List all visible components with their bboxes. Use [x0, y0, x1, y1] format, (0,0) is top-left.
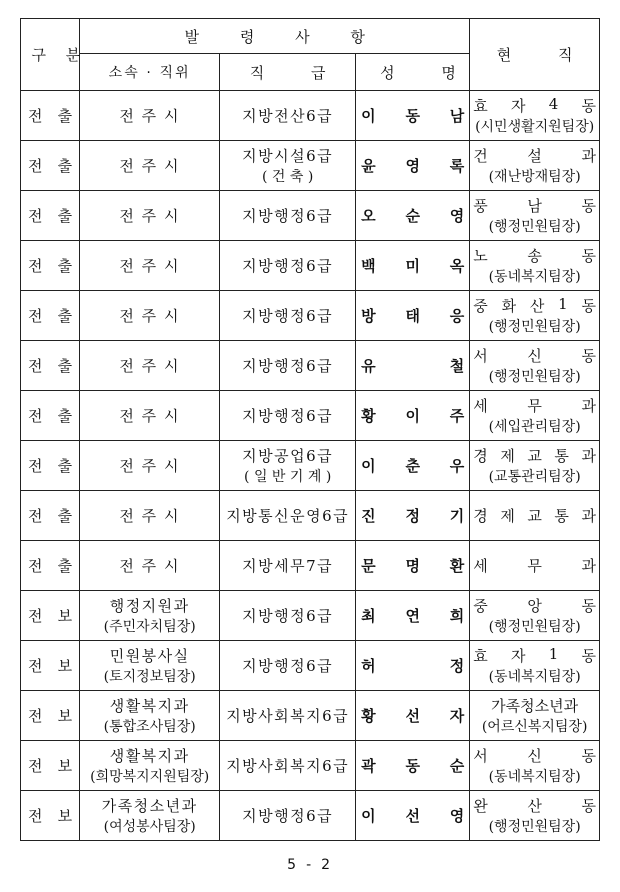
grade-cell [220, 191, 356, 241]
grade-text: 지방행정6급 [242, 257, 334, 275]
name-cell [356, 791, 470, 841]
unit-text: 가족청소년과 [101, 797, 198, 815]
current-position-text: 노 송 동 [473, 247, 596, 265]
person-name: 이 춘 우 [361, 457, 465, 475]
name-cell [356, 491, 470, 541]
current-position-cell [470, 291, 600, 341]
unit-text: 전 주 시 [119, 557, 180, 575]
current-position-text: 세 무 과 [473, 557, 596, 575]
unit-subtext: (토지정보팀장) [103, 669, 196, 685]
current-position-cell [470, 391, 600, 441]
unit-cell [80, 341, 220, 391]
category-cell [21, 341, 80, 391]
current-position-text: 세 무 과 [473, 397, 596, 415]
current-position-cell [470, 641, 600, 691]
current-position-subtext: (행정민원팀장) [488, 819, 581, 835]
unit-text: 전 주 시 [119, 107, 180, 125]
unit-cell [80, 691, 220, 741]
grade-cell [220, 541, 356, 591]
unit-text: 생활복지과 [109, 697, 190, 715]
header-unit-position: 소속 · 직위 [80, 54, 220, 91]
person-name: 허 정 [361, 657, 465, 675]
category-cell [21, 241, 80, 291]
unit-subtext: (주민자치팀장) [103, 619, 196, 635]
grade-text: 지방전산6급 [242, 107, 334, 125]
category-cell [21, 141, 80, 191]
person-name: 오 순 영 [361, 207, 465, 225]
header-current-position: 현 직 [470, 19, 600, 91]
person-name: 문 명 환 [361, 557, 465, 575]
unit-cell [80, 391, 220, 441]
unit-text: 전 주 시 [119, 257, 180, 275]
grade-cell [220, 791, 356, 841]
grade-text: 지방행정6급 [242, 357, 334, 375]
grade-text: 지방행정6급 [242, 207, 334, 225]
grade-cell [220, 491, 356, 541]
grade-subtext: ( 건 축 ) [262, 169, 314, 185]
table-row [21, 791, 600, 841]
category-text: 전 보 [28, 757, 73, 775]
unit-text: 행정지원과 [109, 597, 190, 615]
unit-subtext: (희망복지지원팀장) [90, 769, 210, 785]
category-text: 전 출 [28, 307, 73, 325]
grade-cell [220, 741, 356, 791]
grade-cell [220, 241, 356, 291]
grade-text: 지방행정6급 [242, 607, 334, 625]
current-position-text: 풍 남 동 [473, 197, 596, 215]
table-row [21, 291, 600, 341]
current-position-subtext: (재난방재팀장) [488, 169, 581, 185]
current-position-cell [470, 691, 600, 741]
name-cell [356, 141, 470, 191]
person-name: 백 미 옥 [361, 257, 465, 275]
category-text: 전 출 [28, 107, 73, 125]
category-cell [21, 741, 80, 791]
current-position-text: 효 자 4 동 [473, 95, 596, 115]
unit-cell [80, 791, 220, 841]
table-row [21, 391, 600, 441]
category-text: 전 보 [28, 657, 73, 675]
current-position-cell [470, 541, 600, 591]
category-text: 전 출 [28, 207, 73, 225]
unit-cell [80, 741, 220, 791]
unit-text: 전 주 시 [119, 507, 180, 525]
unit-text: 전 주 시 [119, 357, 180, 375]
current-position-cell [470, 341, 600, 391]
category-text: 전 출 [28, 507, 73, 525]
unit-cell [80, 641, 220, 691]
current-position-cell [470, 191, 600, 241]
current-position-text: 경 제 교 통 과 [473, 447, 596, 465]
current-position-cell [470, 791, 600, 841]
grade-text: 지방행정6급 [242, 307, 334, 325]
grade-cell [220, 341, 356, 391]
person-name: 곽 동 순 [361, 757, 465, 775]
unit-cell [80, 141, 220, 191]
header-name: 성 명 [356, 54, 470, 91]
table-row [21, 441, 600, 491]
unit-text: 전 주 시 [119, 457, 180, 475]
name-cell [356, 241, 470, 291]
grade-text: 지방시설6급 [242, 147, 334, 165]
unit-subtext: (여성봉사팀장) [103, 819, 196, 835]
unit-cell [80, 91, 220, 141]
grade-cell [220, 441, 356, 491]
grade-text: 지방공업6급 [242, 447, 334, 465]
unit-text: 전 주 시 [119, 407, 180, 425]
name-cell [356, 591, 470, 641]
unit-cell [80, 491, 220, 541]
current-position-cell [470, 91, 600, 141]
category-text: 전 출 [28, 457, 73, 475]
header-grade: 직 급 [220, 54, 356, 91]
person-name: 최 연 희 [361, 607, 465, 625]
name-cell [356, 291, 470, 341]
current-position-cell [470, 441, 600, 491]
current-position-subtext: (교통관리팀장) [488, 469, 581, 485]
category-cell [21, 791, 80, 841]
category-cell [21, 541, 80, 591]
current-position-subtext: (시민생활지원팀장) [475, 119, 595, 135]
grade-cell [220, 291, 356, 341]
current-position-text: 서 신 동 [473, 347, 596, 365]
grade-text: 지방행정6급 [242, 807, 334, 825]
person-name: 황 이 주 [361, 407, 465, 425]
header-category: 구 분 [21, 19, 80, 91]
category-cell [21, 491, 80, 541]
current-position-text: 경 제 교 통 과 [473, 507, 596, 525]
category-text: 전 보 [28, 607, 73, 625]
table-row [21, 541, 600, 591]
current-position-text: 가족청소년과 [491, 697, 579, 715]
current-position-subtext: (행정민원팀장) [488, 619, 581, 635]
grade-subtext: ( 일 반 기 계 ) [244, 469, 332, 485]
category-text: 전 보 [28, 807, 73, 825]
page-number: 5 - 2 [287, 857, 333, 873]
current-position-text: 서 신 동 [473, 747, 596, 765]
current-position-text: 효 자 1 동 [473, 645, 596, 665]
unit-text: 민원봉사실 [109, 647, 190, 665]
name-cell [356, 91, 470, 141]
current-position-cell [470, 491, 600, 541]
grade-text: 지방세무7급 [242, 557, 334, 575]
category-text: 전 출 [28, 407, 73, 425]
table-row [21, 241, 600, 291]
category-cell [21, 91, 80, 141]
unit-cell [80, 541, 220, 591]
category-cell [21, 191, 80, 241]
category-text: 전 출 [28, 357, 73, 375]
name-cell [356, 641, 470, 691]
current-position-text: 건 설 과 [473, 147, 596, 165]
table-row [21, 141, 600, 191]
table-row [21, 191, 600, 241]
grade-text: 지방사회복지6급 [226, 707, 350, 725]
grade-cell [220, 91, 356, 141]
current-position-cell [470, 141, 600, 191]
current-position-subtext: (동네복지팀장) [488, 769, 581, 785]
name-cell [356, 391, 470, 441]
current-position-text: 중 화 산 1 동 [473, 295, 596, 315]
person-name: 방 태 응 [361, 307, 465, 325]
current-position-subtext: (행정민원팀장) [488, 319, 581, 335]
grade-cell [220, 641, 356, 691]
current-position-cell [470, 741, 600, 791]
name-cell [356, 691, 470, 741]
unit-text: 생활복지과 [109, 747, 190, 765]
grade-text: 지방사회복지6급 [226, 757, 350, 775]
name-cell [356, 541, 470, 591]
category-cell [21, 591, 80, 641]
category-text: 전 출 [28, 257, 73, 275]
table-row [21, 741, 600, 791]
name-cell [356, 441, 470, 491]
unit-text: 전 주 시 [119, 157, 180, 175]
category-cell [21, 291, 80, 341]
current-position-text: 중 앙 동 [473, 597, 596, 615]
person-name: 유 철 [361, 357, 465, 375]
table-row [21, 691, 600, 741]
name-cell [356, 741, 470, 791]
category-cell [21, 641, 80, 691]
grade-cell [220, 391, 356, 441]
unit-cell [80, 241, 220, 291]
grade-text: 지방행정6급 [242, 657, 334, 675]
header-order-section: 발 령 사 항 [80, 19, 470, 54]
current-position-cell [470, 591, 600, 641]
unit-text: 전 주 시 [119, 207, 180, 225]
name-cell [356, 191, 470, 241]
category-text: 전 출 [28, 557, 73, 575]
current-position-cell [470, 241, 600, 291]
current-position-subtext: (동네복지팀장) [488, 669, 581, 685]
category-cell [21, 441, 80, 491]
category-text: 전 보 [28, 707, 73, 725]
person-name: 윤 영 록 [361, 157, 465, 175]
category-cell [21, 391, 80, 441]
current-position-subtext: (동네복지팀장) [488, 269, 581, 285]
category-text: 전 출 [28, 157, 73, 175]
grade-cell [220, 691, 356, 741]
table-row [21, 641, 600, 691]
current-position-text: 완 산 동 [473, 797, 596, 815]
grade-text: 지방통신운영6급 [226, 507, 350, 525]
table-row [21, 341, 600, 391]
table-row [21, 91, 600, 141]
unit-subtext: (통합조사팀장) [103, 719, 196, 735]
grade-cell [220, 141, 356, 191]
person-name: 황 선 자 [361, 707, 465, 725]
name-cell [356, 341, 470, 391]
current-position-subtext: (어르신복지팀장) [481, 719, 588, 735]
unit-cell [80, 291, 220, 341]
grade-text: 지방행정6급 [242, 407, 334, 425]
unit-cell [80, 441, 220, 491]
grade-cell [220, 591, 356, 641]
table-body [21, 91, 600, 841]
current-position-subtext: (세입관리팀장) [488, 419, 581, 435]
unit-text: 전 주 시 [119, 307, 180, 325]
category-cell [21, 691, 80, 741]
personnel-order-table [20, 18, 600, 841]
person-name: 진 정 기 [361, 507, 465, 525]
current-position-subtext: (행정민원팀장) [488, 369, 581, 385]
person-name: 이 동 남 [361, 107, 465, 125]
unit-cell [80, 591, 220, 641]
table-row [21, 591, 600, 641]
person-name: 이 선 영 [361, 807, 465, 825]
unit-cell [80, 191, 220, 241]
table-row [21, 491, 600, 541]
current-position-subtext: (행정민원팀장) [488, 219, 581, 235]
